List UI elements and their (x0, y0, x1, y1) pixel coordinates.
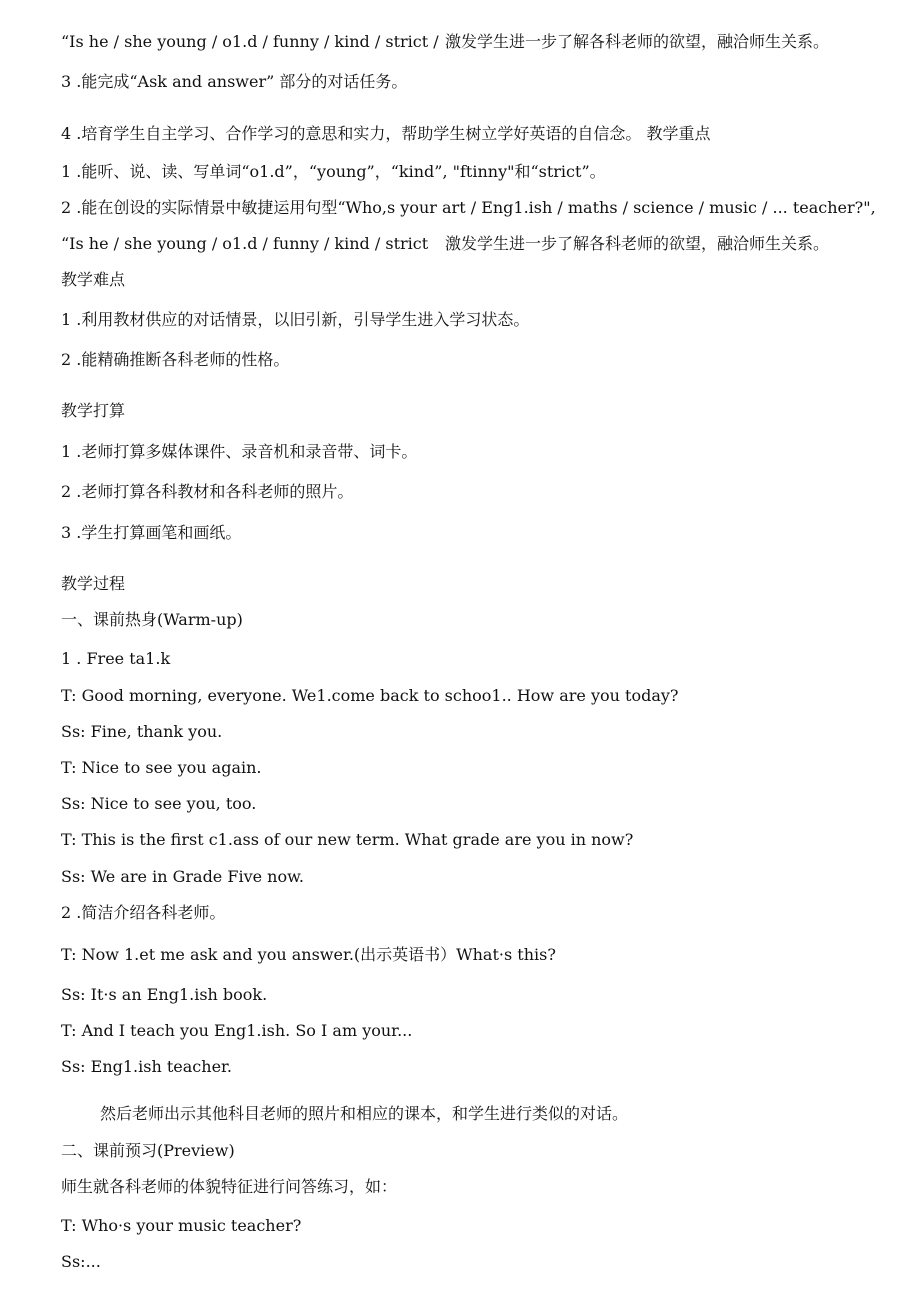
dialogue-line: T: Now 1.et me ask and you answer.(出示英语书）What·s this? (61, 945, 556, 964)
dialogue-line: Ss: We are in Grade Five now. (61, 867, 304, 886)
section-heading-preparation: 教学打算 (61, 401, 126, 420)
difficulty-1: 1 .利用教材供应的对话情景，以旧引新，引导学生进入学习状态。 (61, 310, 530, 329)
objective-line-motivation: 激发学生进一步了解各科老师的欲望，融洽师生关系。 (445, 32, 830, 51)
dialogue-line: Ss: Nice to see you, too. (61, 794, 257, 813)
dialogue-line: Ss:... (61, 1252, 101, 1271)
teacher-intro-heading: 2 .简洁介绍各科老师。 (61, 903, 226, 922)
dialogue-line: Ss: Fine, thank you. (61, 722, 223, 741)
step-warm-up-heading: 一、课前热身(Warm-up) (61, 610, 243, 629)
objective-4-with-key-points-heading: 4 .培育学生自主学习、合作学习的意思和实力，帮助学生树立学好英语的自信念。 教学重点 (61, 124, 711, 143)
preview-instruction: 师生就各科老师的体貌特征进行问答练习，如： (61, 1177, 398, 1196)
dialogue-line: Ss: It·s an Eng1.ish book. (61, 985, 268, 1004)
preparation-2: 2 .老师打算各科教材和各科老师的照片。 (61, 482, 354, 501)
dialogue-line: T: Who·s your music teacher? (61, 1216, 302, 1235)
step-preview-heading: 二、课前预习(Preview) (61, 1141, 235, 1160)
dialogue-line: T: And I teach you Eng1.ish. So I am your... (61, 1021, 413, 1040)
instruction-paragraph: 然后老师出示其他科目老师的照片和相应的课本，和学生进行类似的对话。 (100, 1104, 629, 1123)
section-heading-difficulties: 教学难点 (61, 270, 126, 289)
objective-line-sentence-pattern: “Is he / she young / o1.d / funny / kind / strict / (61, 32, 439, 51)
dialogue-line: Ss: Eng1.ish teacher. (61, 1057, 233, 1076)
key-point-1: 1 .能听、说、读、写单词“o1.d”，“young”，“kind”, "ftinny"和“strict”。 (61, 162, 606, 181)
dialogue-line: T: Nice to see you again. (61, 758, 262, 777)
preparation-1: 1 .老师打算多媒体课件、录音机和录音带、词卡。 (61, 442, 418, 461)
objective-3: 3 .能完成“Ask and answer” 部分的对话任务。 (61, 72, 408, 91)
preparation-3: 3 .学生打算画笔和画纸。 (61, 523, 242, 542)
difficulty-2: 2 .能精确推断各科老师的性格。 (61, 350, 290, 369)
section-heading-process: 教学过程 (61, 574, 126, 593)
key-point-2-motivation: 激发学生进一步了解各科老师的欲望，融洽师生关系。 (445, 234, 830, 253)
key-point-2: 2 .能在创设的实际情景中敏捷运用句型“Who,s your art / Eng1.ish / maths / science / music / ... teacher?", (61, 198, 876, 217)
key-point-2-continued: “Is he / she young / o1.d / funny / kind / strict (61, 234, 429, 253)
dialogue-line: T: Good morning, everyone. We1.come back to schoo1.. How are you today? (61, 686, 679, 705)
dialogue-line: T: This is the first c1.ass of our new term. What grade are you in now? (61, 830, 634, 849)
free-talk-heading: 1 . Free ta1.k (61, 649, 171, 668)
